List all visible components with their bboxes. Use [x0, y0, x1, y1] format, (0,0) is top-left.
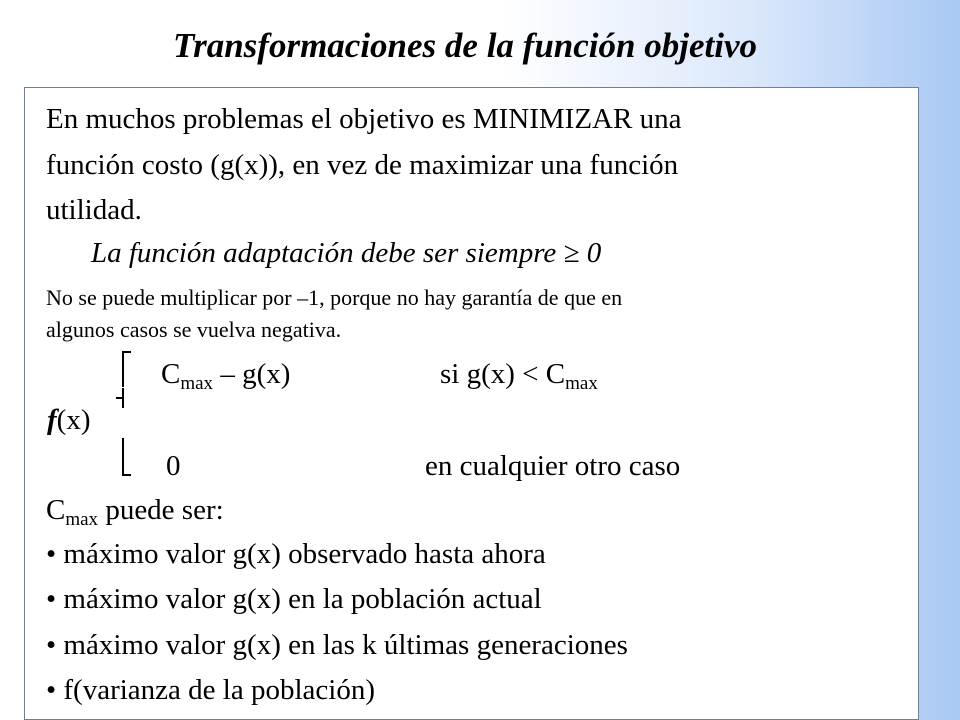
case-1-condition-subscript: max [565, 373, 598, 394]
case-1-expression [161, 358, 291, 394]
case-1-c: C [161, 358, 181, 390]
rule-statement [91, 239, 601, 268]
bullet-item: • f(varianza de la población) [46, 674, 375, 706]
case-1-subscript: max [180, 373, 214, 394]
case-1-condition [440, 358, 598, 394]
intro-line-2: función costo (g(x)), en vez de maximizar una función [46, 149, 679, 181]
function-label [47, 406, 91, 435]
intro-line-1: En muchos problemas el objetivo es MINIMIZAR una [46, 103, 682, 135]
bullet-item: • máximo valor g(x) en las k últimas generaciones [46, 629, 628, 661]
rule-text: La función adaptación debe ser siempre [91, 237, 557, 269]
note-line-1: No se puede multiplicar por –1, porque no hay garantía de que en [46, 285, 623, 310]
slide-title: Transformaciones de la función objetivo [173, 26, 757, 65]
function-arg: (x) [56, 404, 91, 436]
bullet-item: • máximo valor g(x) en la población actual [46, 583, 542, 615]
note-line-2: algunos casos se vuelva negativa. [46, 317, 342, 342]
bullet-item: • máximo valor g(x) observado hasta ahora [46, 538, 546, 570]
rule-symbol: ≥ 0 [563, 237, 602, 269]
content-box [24, 87, 919, 720]
case-2-value: 0 [166, 450, 181, 482]
case-1-condition-text: si g(x) < C [440, 358, 566, 390]
cmax-c: C [46, 494, 66, 526]
function-f: f [47, 404, 57, 436]
cmax-subscript: max [65, 509, 99, 530]
case-2-condition: en cualquier otro caso [425, 450, 681, 482]
cmax-heading [46, 494, 224, 530]
cmax-rest: puede ser: [98, 494, 224, 526]
intro-line-3: utilidad. [46, 194, 142, 226]
case-1-rest: – g(x) [213, 358, 291, 390]
